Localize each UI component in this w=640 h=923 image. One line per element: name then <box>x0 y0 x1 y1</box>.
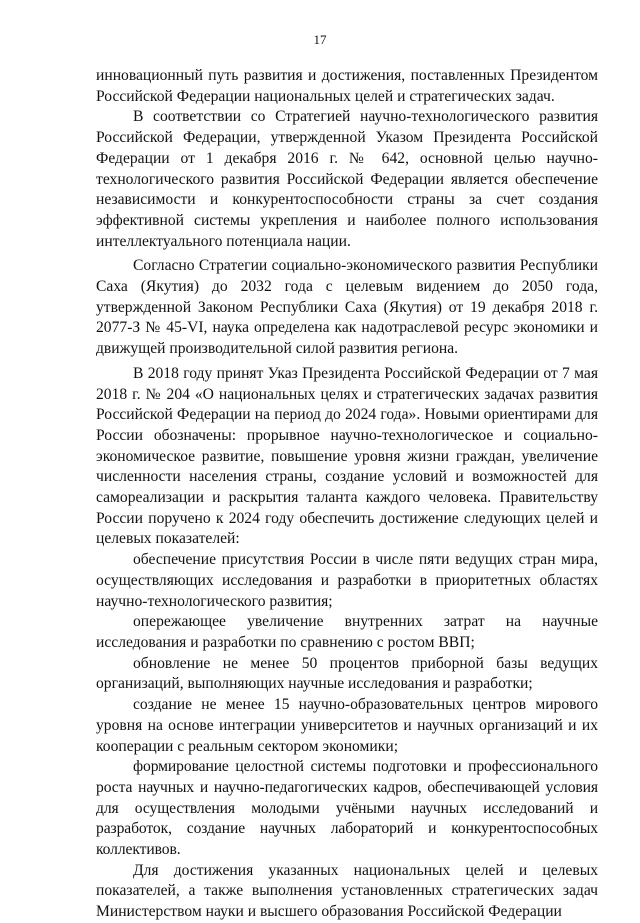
list-item-goal-4: создание не менее 15 научно-образовательных центров мирового уровня на основе интеграции университетов и научных организаций и их кооперации с реальным сектором экономики; <box>96 696 598 755</box>
list-item-goal-5: формирование целостной системы подготовки и профессионального роста научных и научно-педагогических кадров, обеспечивающей условия для осуществления молодыми учёными научных исследований и разработок, создание научных лабораторий и конкурентоспособных коллективов. <box>96 758 598 859</box>
paragraph-decree-204: В 2018 году принят Указ Президента Российской Федерации от 7 мая 2018 г. № 204 «О национальных целях и стратегических задачах развития Российской Федерации на период до 2024 года». Новыми ориентирами для России обозначены: прорывное научно-технологическое и социально-экономическое развитие, повышение уровня жизни граждан, увеличение численности населения страны, создание условий и возможностей для самореализации и раскрытия таланта каждого человека. Правительству России поручено к 2024 году обеспечить достижение следующих целей и целевых показателей: <box>96 364 598 548</box>
list-item-goal-2: опережающее увеличение внутренних затрат на научные исследования и разработки по сравнению с ростом ВВП; <box>96 613 598 651</box>
paragraph-strategy-sti: В соответствии со Стратегией научно-технологического развития Российской Федерации, утвержденной Указом Президента Российской Федерации от 1 декабря 2016 г. № 642, основной целью научно-технологического развития Российской Федерации является обеспечение независимости и конкурентоспособности страны за счет создания эффективной системы укрепления и наиболее полного использования интеллектуального потенциала нации. <box>96 108 598 250</box>
page-number: 17 <box>313 32 327 47</box>
list-item-goal-3: обновление не менее 50 процентов приборной базы ведущих организаций, выполняющих научные исследования и разработки; <box>96 654 598 693</box>
list-item-goal-1: обеспечение присутствия России в числе пяти ведущих стран мира, осуществляющих исследования и разработки в приоритетных областях научно-технологического развития; <box>96 551 598 610</box>
paragraph-strategy-yakutia: Согласно Стратегии социально-экономического развития Республики Саха (Якутия) до 2032 года с целевым видением до 2050 года, утвержденной Законом Республики Саха (Якутия) от 19 декабря 2018 г. 2077-З № 45-VI, наука определена как надотраслевой ресурс экономики и движущей производительной силой развития региона. <box>96 257 598 358</box>
body-text <box>96 66 598 923</box>
paragraph-continuation: инновационный путь развития и достижения, поставленных Президентом Российской Федерации национальных целей и стратегических задач. <box>96 67 598 105</box>
paragraph-ministry: Для достижения указанных национальных целей и целевых показателей, а также выполнения установленных стратегических задач Министерством науки и высшего образования Российской Федерации <box>96 861 598 921</box>
